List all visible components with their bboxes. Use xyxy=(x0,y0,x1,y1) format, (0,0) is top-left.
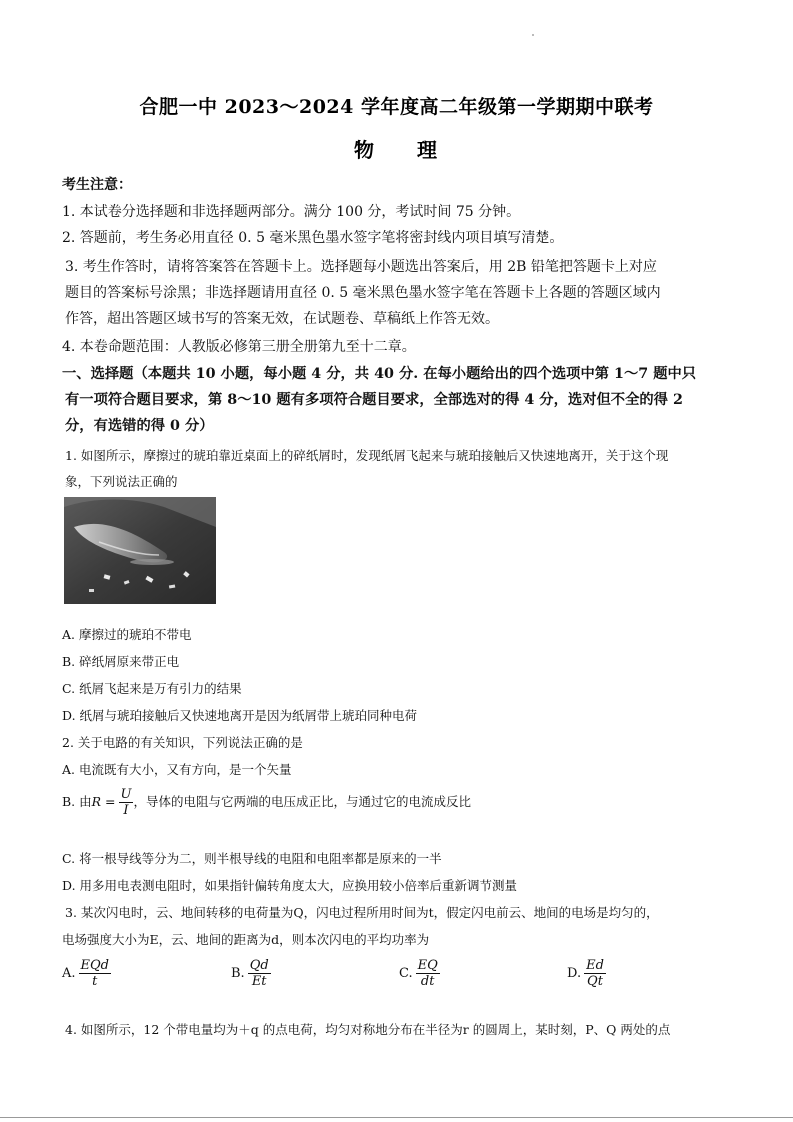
section1-line-1: 一、选择题（本题共 10 小题，每小题 4 分，共 40 分. 在每小题给出的四个选项中第 1～7 题中只 xyxy=(62,366,697,382)
section1-line-3: 分，有选错的得 0 分） xyxy=(65,418,214,434)
q2-option-d: D. 用多用电表测电阻时，如果指针偏转角度太大，应换用较小倍率后重新调节测量 xyxy=(62,878,518,893)
notice-item-3: 3. 考生作答时，请将答案答在答题卡上。选择题每小题选出答案后，用 2B 铅笔把答题卡上对应 xyxy=(65,259,657,275)
exam-title: 合肥一中 2023～2024 学年度高二年级第一学期期中联考 xyxy=(139,96,654,118)
q1-option-b: B. 碎纸屑原来带正电 xyxy=(62,654,180,669)
q3-option-b xyxy=(231,958,271,989)
q3-option-b-num: Qd xyxy=(249,958,269,973)
q2-option-b-prefix: B. 由 xyxy=(62,794,92,809)
q1-stem-2: 象，下列说法正确的 xyxy=(65,474,178,489)
q3-option-a-num: EQd xyxy=(80,958,110,973)
q2-option-a: A. 电流既有大小，又有方向，是一个矢量 xyxy=(62,762,292,777)
q4-stem: 4. 如图所示，12 个带电量均为＋q 的点电荷，均匀对称地分布在半径为r 的圆周上，某时刻，P、Q 两处的点 xyxy=(65,1022,671,1037)
q3-option-a-label: A. xyxy=(62,966,76,981)
notice-item-1: 1. 本试卷分选择题和非选择题两部分。满分 100 分，考试时间 75 分钟。 xyxy=(62,204,521,220)
q1-option-d: D. 纸屑与琥珀接触后又快速地离开是因为纸屑带上琥珀同种电荷 xyxy=(62,708,418,723)
q3-option-c-den: dt xyxy=(420,974,435,989)
q3-option-d-den: Qt xyxy=(587,974,603,989)
q2-option-c: C. 将一根导线等分为二，则半根导线的电阻和电阻率都是原来的一半 xyxy=(62,851,442,866)
section1-line-2: 有一项符合题目要求，第 8～10 题有多项符合题目要求，全部选对的得 4 分，选对但不全的得 2 xyxy=(65,392,683,408)
notice-item-3-cont: 题目的答案标号涂黑；非选择题请用直径 0. 5 毫米黑色墨水签字笔在答题卡上各题的答题区域内 xyxy=(65,285,661,301)
q2-formula-den: I xyxy=(123,803,129,818)
notice-item-3-cont2: 作答，超出答题区域书写的答案无效，在试题卷、草稿纸上作答无效。 xyxy=(65,311,499,327)
amber-photo xyxy=(64,497,216,604)
subject-title xyxy=(0,134,793,163)
q2-formula-lhs: R = xyxy=(91,794,116,809)
q3-stem-2: 电场强度大小为E，云、地间的距离为d，则本次闪电的平均功率为 xyxy=(62,932,430,947)
q2-option-b-suffix: ，导体的电阻与它两端的电压成正比，与通过它的电流成反比 xyxy=(133,794,471,809)
q3-option-c-label: C. xyxy=(399,966,413,981)
notice-item-2: 2. 答题前，考生务必用直径 0. 5 毫米黑色墨水签字笔将密封线内项目填写清楚。 xyxy=(62,230,564,246)
q3-option-a-den: t xyxy=(92,974,98,989)
q3-option-d-fraction xyxy=(584,958,606,989)
q3-option-c-num: EQ xyxy=(417,958,438,973)
subject-char-1: 物 xyxy=(354,138,377,162)
q3-option-d-num: Ed xyxy=(586,958,604,973)
subject-char-2: 理 xyxy=(416,138,439,162)
notice-item-4: 4. 本卷命题范围：人教版必修第三册全册第九至十二章。 xyxy=(62,339,416,355)
q3-option-b-fraction xyxy=(248,958,271,989)
scan-speck xyxy=(532,34,534,36)
q1-option-c: C. 纸屑飞起来是万有引力的结果 xyxy=(62,681,242,696)
q3-option-a xyxy=(62,958,111,989)
q3-option-b-label: B. xyxy=(231,966,245,981)
notice-heading: 考生注意： xyxy=(62,177,132,193)
q2-stem: 2. 关于电路的有关知识，下列说法正确的是 xyxy=(62,735,303,750)
q3-option-c-fraction xyxy=(416,958,440,989)
q3-option-b-den: Et xyxy=(251,974,267,989)
q1-stem-1: 1. 如图所示，摩擦过的琥珀靠近桌面上的碎纸屑时，发现纸屑飞起来与琥珀接触后又快速地离开，关于这个现 xyxy=(65,448,669,463)
q2-formula-fraction xyxy=(119,787,134,818)
q3-stem-1: 3. 某次闪电时，云、地间转移的电荷量为Q，闪电过程所用时间为t，假定闪电前云、地间的电场是均匀的， xyxy=(65,905,659,920)
q3-option-a-fraction xyxy=(79,958,111,989)
q3-option-c xyxy=(399,958,440,989)
q3-option-d-label: D. xyxy=(567,966,582,981)
q2-formula-num: U xyxy=(120,787,132,802)
q2-option-b xyxy=(62,787,742,818)
q3-option-d xyxy=(567,958,606,989)
q1-option-a: A. 摩擦过的琥珀不带电 xyxy=(62,627,192,642)
page-bottom-edge xyxy=(0,1117,793,1118)
